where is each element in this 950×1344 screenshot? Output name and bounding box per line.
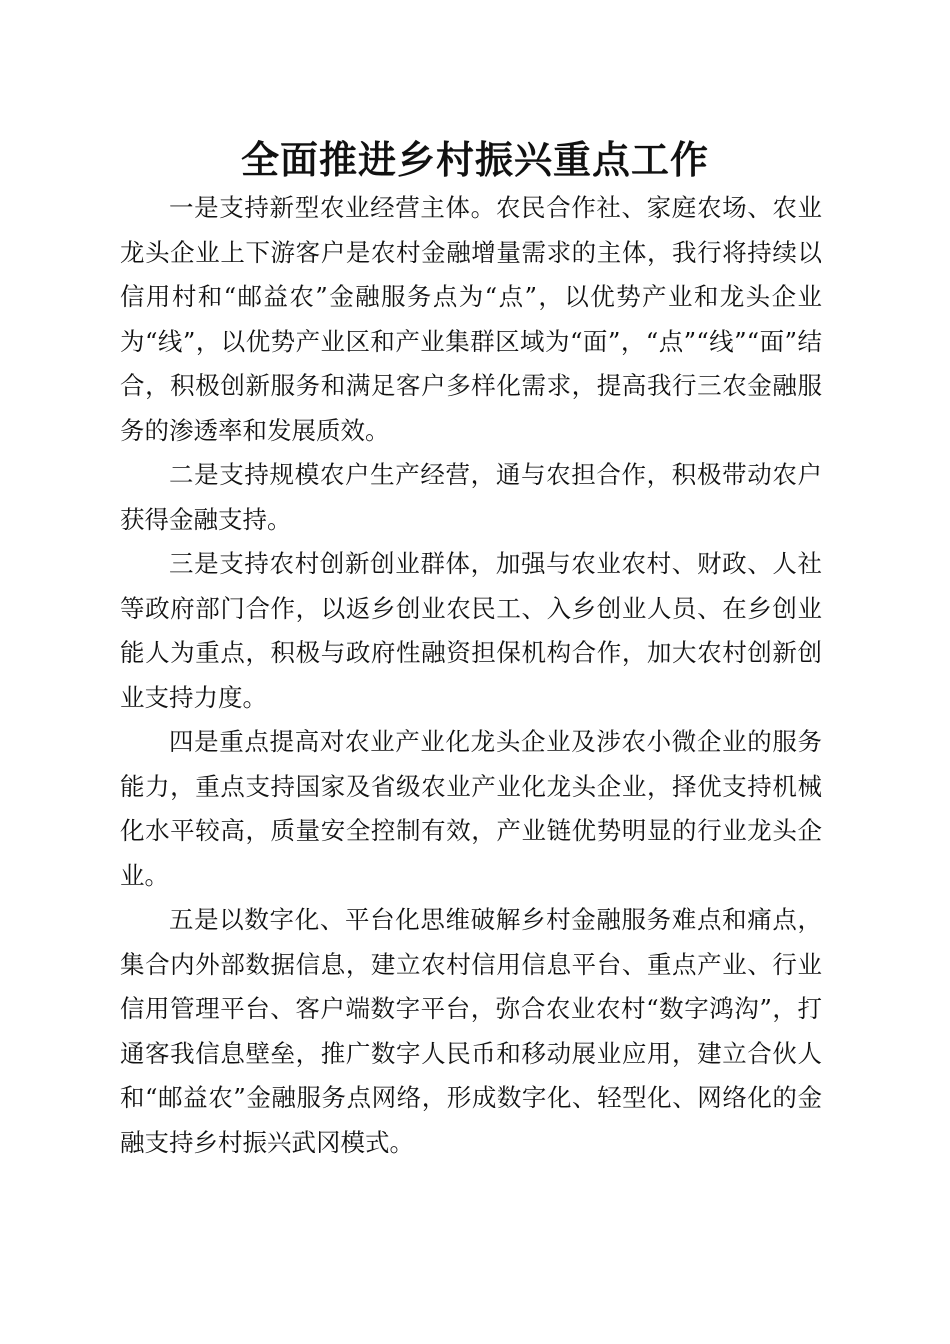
paragraph-4: 四是重点提高对农业产业化龙头企业及涉农小微企业的服务能力，重点支持国家及省级农业产业化龙头企业，择优支持机械化水平较高，质量安全控制有效，产业链优势明显的行业龙头企业。	[120, 727, 822, 890]
paragraph-3: 三是支持农村创新创业群体，加强与农业农村、财政、人社等政府部门合作，以返乡创业农民工、入乡创业人员、在乡创业能人为重点，积极与政府性融资担保机构合作，加大农村创新创业支持力度。	[120, 549, 822, 712]
paragraph-1: 一是支持新型农业经营主体。农民合作社、家庭农场、农业龙头企业上下游客户是农村金融增量需求的主体，我行将持续以信用村和“邮益农”金融服务点为“点”，以优势产业和龙头企业为“线”，以优势产业区和产业集群区域为“面”，“点”“线”“面”结合，积极创新服务和满足客户多样化需求，提高我行三农金融服务的渗透率和发展质效。	[120, 193, 822, 445]
document-body	[120, 186, 822, 1165]
paragraph-5: 五是以数字化、平台化思维破解乡村金融服务难点和痛点，集合内外部数据信息，建立农村信用信息平台、重点产业、行业信用管理平台、客户端数字平台，弥合农业农村“数字鸿沟”，打通客我信息壁垒，推广数字人民币和移动展业应用，建立合伙人和“邮益农”金融服务点网络，形成数字化、轻型化、网络化的金融支持乡村振兴武冈模式。	[120, 905, 822, 1157]
paragraph-2: 二是支持规模农户生产经营，通与农担合作，积极带动农户获得金融支持。	[120, 460, 822, 534]
document-title: 全面推进乡村振兴重点工作	[240, 137, 709, 182]
